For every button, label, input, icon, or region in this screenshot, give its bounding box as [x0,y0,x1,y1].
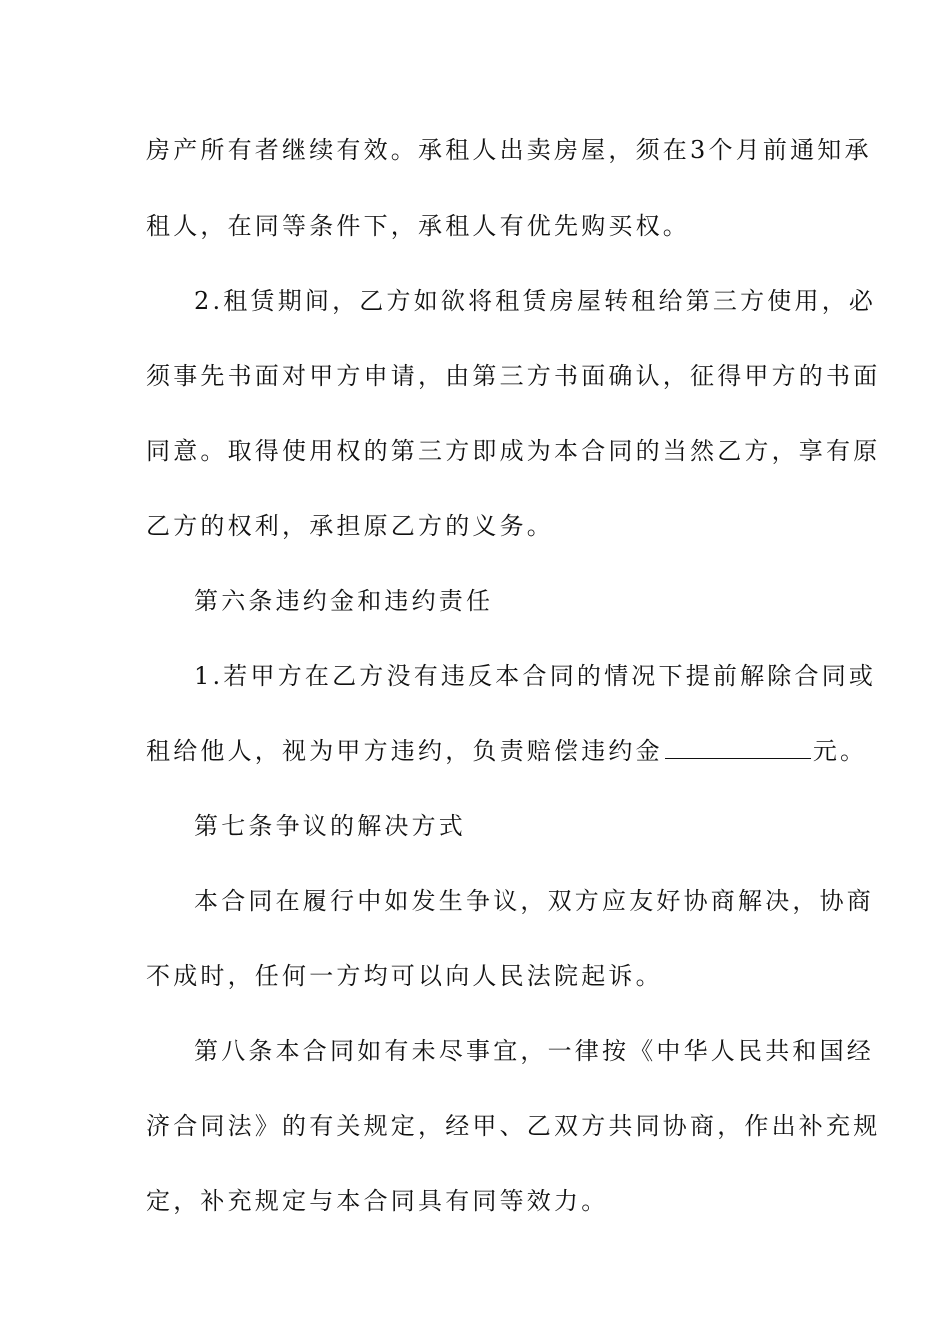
text-line: 乙方的权利，承担原乙方的义务。 [146,512,554,540]
text-line: 同意。取得使用权的第三方即成为本合同的当然乙方，享有原 [146,437,881,465]
text-fragment: 元。 [812,737,868,765]
text-line: 第八条本合同如有未尽事宜，一律按《中华人民共和国经 [194,1037,874,1065]
text-line-with-blank [146,731,868,771]
text-line: 须事先书面对甲方申请，由第三方书面确认，征得甲方的书面 [146,362,881,390]
section-heading: 第七条争议的解决方式 [194,812,466,840]
text-line: 定，补充规定与本合同具有同等效力。 [146,1187,609,1215]
text-line: 房产所有者继续有效。承租人出卖房屋，须在3个月前通知承 [146,136,872,164]
fill-in-blank [665,734,811,759]
text-line: 济合同法》的有关规定，经甲、乙双方共同协商，作出补充规 [146,1112,881,1140]
text-line: 1.若甲方在乙方没有违反本合同的情况下提前解除合同或 [194,662,877,690]
text-line: 不成时，任何一方均可以向人民法院起诉。 [146,962,663,990]
section-heading: 第六条违约金和违约责任 [194,587,494,615]
text-fragment: 租给他人，视为甲方违约，负责赔偿违约金 [146,737,663,765]
text-line: 本合同在履行中如发生争议，双方应友好协商解决，协商 [194,887,874,915]
text-line: 2.租赁期间，乙方如欲将租赁房屋转租给第三方使用，必 [194,287,877,315]
text-line: 租人，在同等条件下，承租人有优先购买权。 [146,212,690,240]
